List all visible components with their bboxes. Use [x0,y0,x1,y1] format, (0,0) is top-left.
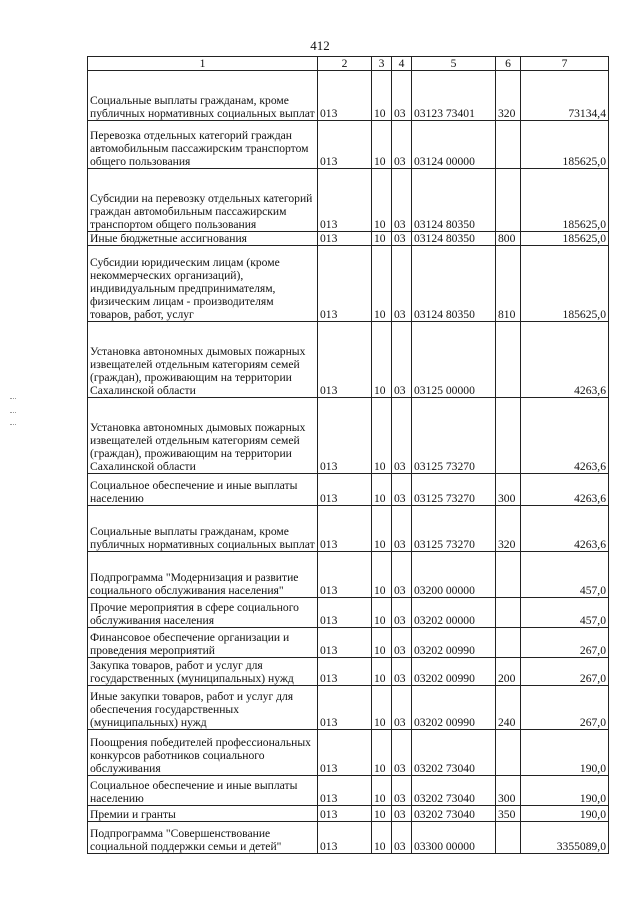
ministry-code-cell: 013 [318,71,372,121]
target-article-cell: 03124 80350 [412,246,496,322]
subsection-cell: 03 [392,398,412,474]
table-row [88,730,609,776]
ministry-code-cell: 013 [318,806,372,822]
table-row [88,474,609,506]
column-header: 5 [412,57,496,71]
section-cell: 10 [372,71,392,121]
target-article-cell: 03124 00000 [412,121,496,169]
amount-cell: 4263,6 [521,474,609,506]
expense-type-cell: 300 [496,776,521,806]
ministry-code-cell: 013 [318,169,372,232]
section-cell: 10 [372,628,392,658]
section-cell: 10 [372,506,392,552]
row-name-cell: Иные закупки товаров, работ и услуг для обеспечения государственных (муниципальных) нужд [88,686,318,730]
column-header: 3 [372,57,392,71]
row-name-cell: Подпрограмма "Совершенствование социальной поддержки семьи и детей" [88,822,318,854]
amount-cell: 4263,6 [521,398,609,474]
expense-type-cell: 240 [496,686,521,730]
section-cell: 10 [372,776,392,806]
row-name-cell: Установка автономных дымовых пожарных извещателей отдельным категориям семей (граждан), проживающим на территории Сахалинской области [88,398,318,474]
target-article-cell: 03123 73401 [412,71,496,121]
table-row [88,169,609,232]
target-article-cell: 03202 00990 [412,658,496,686]
ministry-code-cell: 013 [318,686,372,730]
table-row [88,71,609,121]
amount-cell: 267,0 [521,686,609,730]
ministry-code-cell: 013 [318,232,372,246]
table-row [88,506,609,552]
page-number: 412 [310,38,330,53]
expense-type-cell [496,628,521,658]
section-cell: 10 [372,232,392,246]
subsection-cell: 03 [392,686,412,730]
amount-cell: 4263,6 [521,322,609,398]
row-name-cell: Социальные выплаты гражданам, кроме публичных нормативных социальных выплат [88,506,318,552]
amount-cell: 190,0 [521,806,609,822]
column-header: 4 [392,57,412,71]
subsection-cell: 03 [392,552,412,598]
ministry-code-cell: 013 [318,474,372,506]
amount-cell: 185625,0 [521,121,609,169]
subsection-cell: 03 [392,474,412,506]
subsection-cell: 03 [392,598,412,628]
row-name-cell: Перевозка отдельных категорий граждан автомобильным пассажирским транспортом общего пользования [88,121,318,169]
margin-mark [10,412,16,413]
margin-mark [10,398,16,399]
target-article-cell: 03300 00000 [412,822,496,854]
subsection-cell: 03 [392,658,412,686]
ministry-code-cell: 013 [318,822,372,854]
expense-type-cell: 800 [496,232,521,246]
section-cell: 10 [372,806,392,822]
section-cell: 10 [372,246,392,322]
ministry-code-cell: 013 [318,322,372,398]
expense-type-cell: 300 [496,474,521,506]
subsection-cell: 03 [392,506,412,552]
amount-cell: 190,0 [521,776,609,806]
ministry-code-cell: 013 [318,776,372,806]
subsection-cell: 03 [392,822,412,854]
table-row [88,822,609,854]
column-header: 1 [88,57,318,71]
table-row [88,246,609,322]
expense-type-cell [496,822,521,854]
amount-cell: 267,0 [521,628,609,658]
subsection-cell: 03 [392,730,412,776]
column-header: 6 [496,57,521,71]
row-name-cell: Подпрограмма "Модернизация и развитие социального обслуживания населения" [88,552,318,598]
expense-type-cell [496,398,521,474]
target-article-cell: 03125 73270 [412,474,496,506]
ministry-code-cell: 013 [318,552,372,598]
amount-cell: 3355089,0 [521,822,609,854]
row-name-cell: Субсидии юридическим лицам (кроме некоммерческих организаций), индивидуальным предпринимателям, физическим лицам - производителям товаров, работ, услуг [88,246,318,322]
target-article-cell: 03124 80350 [412,169,496,232]
expense-type-cell: 810 [496,246,521,322]
subsection-cell: 03 [392,232,412,246]
row-name-cell: Поощрения победителей профессиональных конкурсов работников социального обслуживания [88,730,318,776]
section-cell: 10 [372,474,392,506]
ministry-code-cell: 013 [318,730,372,776]
subsection-cell: 03 [392,121,412,169]
amount-cell: 190,0 [521,730,609,776]
ministry-code-cell: 013 [318,398,372,474]
amount-cell: 185625,0 [521,246,609,322]
amount-cell: 457,0 [521,552,609,598]
target-article-cell: 03125 73270 [412,506,496,552]
target-article-cell: 03202 00990 [412,628,496,658]
expense-type-cell: 350 [496,806,521,822]
row-name-cell: Закупка товаров, работ и услуг для государственных (муниципальных) нужд [88,658,318,686]
table-row [88,232,609,246]
table-row [88,398,609,474]
section-cell: 10 [372,552,392,598]
expense-type-cell [496,730,521,776]
expense-type-cell [496,121,521,169]
expense-type-cell: 200 [496,658,521,686]
table-row [88,776,609,806]
section-cell: 10 [372,169,392,232]
table-row [88,552,609,598]
amount-cell: 185625,0 [521,169,609,232]
section-cell: 10 [372,686,392,730]
section-cell: 10 [372,658,392,686]
section-cell: 10 [372,121,392,169]
ministry-code-cell: 013 [318,506,372,552]
expense-type-cell: 320 [496,506,521,552]
ministry-code-cell: 013 [318,121,372,169]
amount-cell: 73134,4 [521,71,609,121]
target-article-cell: 03200 00000 [412,552,496,598]
target-article-cell: 03202 73040 [412,730,496,776]
target-article-cell: 03202 00000 [412,598,496,628]
row-name-cell: Прочие мероприятия в сфере социального обслуживания населения [88,598,318,628]
expense-type-cell [496,552,521,598]
section-cell: 10 [372,730,392,776]
budget-table [87,56,609,854]
table-row [88,322,609,398]
table-row [88,628,609,658]
target-article-cell: 03202 00990 [412,686,496,730]
amount-cell: 457,0 [521,598,609,628]
column-header: 2 [318,57,372,71]
expense-type-cell [496,598,521,628]
target-article-cell: 03125 00000 [412,322,496,398]
target-article-cell: 03202 73040 [412,776,496,806]
target-article-cell: 03124 80350 [412,232,496,246]
table-row [88,598,609,628]
subsection-cell: 03 [392,776,412,806]
target-article-cell: 03125 73270 [412,398,496,474]
row-name-cell: Финансовое обеспечение организации и проведения мероприятий [88,628,318,658]
row-name-cell: Установка автономных дымовых пожарных извещателей отдельным категориям семей (граждан), проживающим на территории Сахалинской области [88,322,318,398]
subsection-cell: 03 [392,628,412,658]
subsection-cell: 03 [392,322,412,398]
table-row [88,686,609,730]
row-name-cell: Социальное обеспечение и иные выплаты населению [88,776,318,806]
table-row [88,121,609,169]
subsection-cell: 03 [392,169,412,232]
expense-type-cell [496,169,521,232]
expense-type-cell: 320 [496,71,521,121]
ministry-code-cell: 013 [318,246,372,322]
target-article-cell: 03202 73040 [412,806,496,822]
subsection-cell: 03 [392,71,412,121]
ministry-code-cell: 013 [318,658,372,686]
row-name-cell: Иные бюджетные ассигнования [88,232,318,246]
ministry-code-cell: 013 [318,628,372,658]
section-cell: 10 [372,322,392,398]
expense-type-cell [496,322,521,398]
ministry-code-cell: 013 [318,598,372,628]
row-name-cell: Премии и гранты [88,806,318,822]
column-header: 7 [521,57,609,71]
section-cell: 10 [372,822,392,854]
section-cell: 10 [372,598,392,628]
table-row [88,658,609,686]
amount-cell: 4263,6 [521,506,609,552]
amount-cell: 185625,0 [521,232,609,246]
row-name-cell: Субсидии на перевозку отдельных категорий граждан автомобильным пассажирским транспортом общего пользования [88,169,318,232]
margin-mark [10,424,16,425]
row-name-cell: Социальные выплаты гражданам, кроме публичных нормативных социальных выплат [88,71,318,121]
amount-cell: 267,0 [521,658,609,686]
section-cell: 10 [372,398,392,474]
row-name-cell: Социальное обеспечение и иные выплаты населению [88,474,318,506]
table-header-row [88,57,609,71]
table-row [88,806,609,822]
subsection-cell: 03 [392,246,412,322]
subsection-cell: 03 [392,806,412,822]
